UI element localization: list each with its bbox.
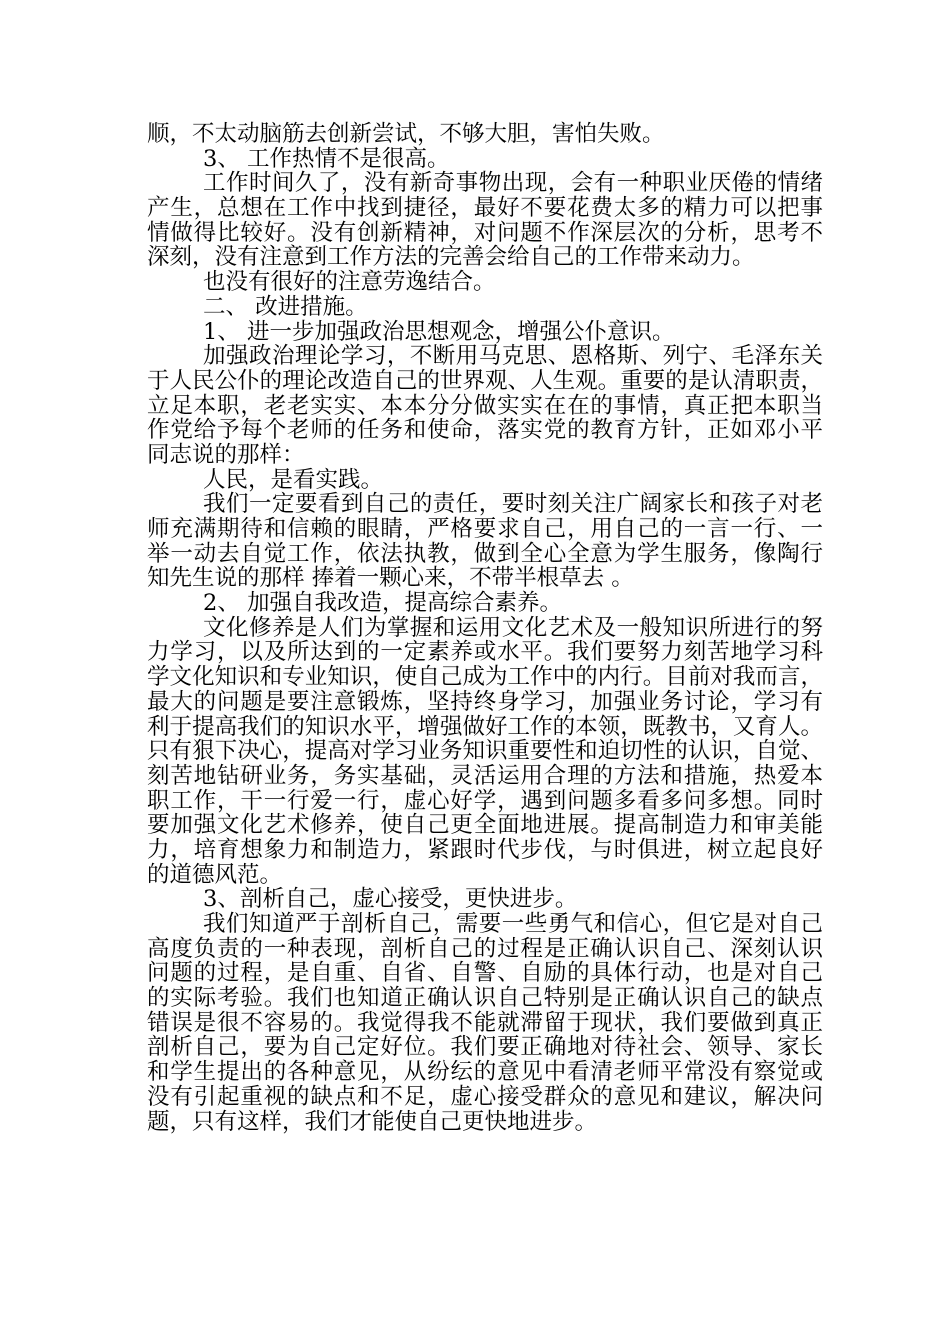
text-line: 作党给予每个老师的任务和使命，落实党的教育方针，正如邓小平	[147, 417, 823, 444]
text-line: 力学习，以及所达到的一定素养或水平。我们要努力刻苦地学习科	[147, 639, 823, 666]
text-line: 只有狠下决心，提高对学习业务知识重要性和迫切性的认识，自觉、	[147, 738, 823, 765]
text-line: 高度负责的一种表现，剖析自己的过程是正确认识自己、深刻认识	[147, 935, 823, 962]
text-line: 文化修养是人们为掌握和运用文化艺术及一般知识所进行的努	[203, 614, 823, 641]
text-line: 同志说的那样：	[147, 441, 305, 468]
text-line: 师充满期待和信赖的眼睛，严格要求自己，用自己的一言一行、一	[147, 516, 823, 542]
text-line: 顺，不太动脑筋去创新尝试，不够大胆，害怕失败。	[147, 121, 665, 147]
text-line: 刻苦地钻研业务，务实基础，灵活运用合理的方法和措施，热爱本	[147, 762, 823, 789]
text-line: 题，只有这样，我们才能使自己更快地进步。	[147, 1108, 598, 1135]
text-line: 最大的问题是要注意锻炼，坚持终身学习，加强业务讨论，学习有	[147, 688, 823, 715]
text-line: 剖析自己，要为自己定好位。我们要正确地对待社会、领导、家长	[147, 1034, 823, 1061]
text-line: 于人民公仆的理论改造自己的世界观、人生观。重要的是认清职责，	[147, 367, 823, 394]
text-line: 也没有很好的注意劳逸结合。	[203, 269, 496, 296]
text-line: 2、 加强自我改造，提高综合素养。	[203, 590, 562, 617]
text-line: 没有引起重视的缺点和不足，虚心接受群众的意见和建议，解决问	[147, 1083, 823, 1110]
text-line: 加强政治理论学习，不断用马克思、恩格斯、列宁、毛泽东关	[203, 343, 823, 370]
text-line: 知先生说的那样 捧着一颗心来，不带半根草去 。	[147, 565, 634, 592]
text-line: 和学生提出的各种意见，从纷纭的意见中看清老师平常没有察觉或	[147, 1059, 823, 1086]
text-line: 3、剖析自己，虚心接受，更快进步。	[203, 886, 578, 913]
text-line: 情做得比较好。没有创新精神，对问题不作深层次的分析，思考不	[147, 219, 823, 246]
text-line: 错误是很不容易的。我觉得我不能就滞留于现状，我们要做到真正	[147, 1009, 823, 1036]
text-line: 举一动去自觉工作，依法执教，做到全心全意为学生服务，像陶行	[147, 540, 823, 567]
text-line: 产生，总想在工作中找到捷径，最好不要花费太多的精力可以把事	[147, 195, 823, 222]
text-line: 1、 进一步加强政治思想观念，增强公仆意识。	[203, 318, 675, 345]
text-line: 我们一定要看到自己的责任，要时刻关注广阔家长和孩子对老	[203, 491, 823, 518]
text-line: 人民，是看实践。	[203, 466, 384, 493]
text-line: 立足本职，老老实实、本本分分做实实在在的事情，真正把本职当	[147, 392, 823, 419]
text-line: 力，培育想象力和制造力，紧跟时代步伐，与时俱进，树立起良好	[147, 836, 823, 863]
text-line: 学文化知识和专业知识，使自己成为工作中的内行。目前对我而言，	[147, 664, 823, 691]
text-line: 要加强文化艺术修养，使自己更全面地进展。提高制造力和审美能	[147, 812, 823, 839]
text-line: 工作时间久了，没有新奇事物出现，会有一种职业厌倦的情绪	[203, 170, 823, 197]
text-line: 问题的过程，是自重、自省、自警、自励的具体行动，也是对自己	[147, 960, 823, 987]
text-line: 的实际考验。我们也知道正确认识自己特别是正确认识自己的缺点	[147, 985, 823, 1012]
text-line: 深刻，没有注意到工作方法的完善会给自己的工作带来动力。	[147, 244, 755, 271]
text-line: 职工作，干一行爱一行，虚心好学，遇到问题多看多问多想。同时	[147, 787, 823, 814]
text-line: 利于提高我们的知识水平，增强做好工作的本领，既教书，又育人。	[147, 713, 823, 740]
document-body-text	[147, 122, 823, 1134]
text-line: 二、 改进措施。	[203, 293, 368, 320]
text-line: 3、 工作热情不是很高。	[203, 145, 450, 172]
text-line: 的道德风范。	[147, 861, 283, 888]
text-line: 我们知道严于剖析自己，需要一些勇气和信心，但它是对自己	[203, 911, 823, 937]
